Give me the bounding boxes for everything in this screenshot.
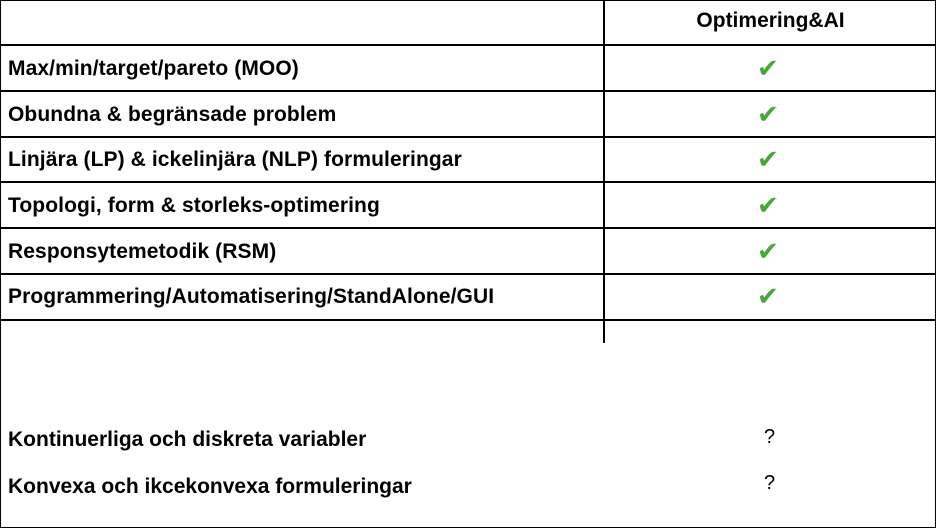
table-divider <box>0 273 936 275</box>
checkmark-icon: ✔ <box>757 144 779 174</box>
table-row-label: Linjära (LP) & ickelinjära (NLP) formuleringar <box>8 148 462 171</box>
checkmark-icon: ✔ <box>757 236 779 266</box>
checkmark-icon: ✔ <box>757 53 779 83</box>
table-row-label: Topologi, form & storleks-optimering <box>8 194 380 217</box>
table-row-label: Max/min/target/pareto (MOO) <box>8 57 299 80</box>
question-mark: ? <box>764 426 776 448</box>
table-divider <box>0 319 936 321</box>
table-row-label: Responsytemetodik (RSM) <box>8 240 277 263</box>
table-divider <box>0 90 936 92</box>
table-divider <box>0 227 936 229</box>
checkmark-icon: ✔ <box>757 281 779 311</box>
table-divider <box>0 136 936 138</box>
table-row-label: Programmering/Automatisering/StandAlone/GUI <box>8 285 495 308</box>
extra-row-label: Kontinuerliga och diskreta variabler <box>8 428 367 451</box>
extra-row-label: Konvexa och ikcekonvexa formuleringar <box>8 475 412 498</box>
table-divider <box>0 44 936 46</box>
column-header: Optimering&AI <box>696 9 845 32</box>
checkmark-icon: ✔ <box>757 99 779 129</box>
question-mark: ? <box>764 472 776 494</box>
checkmark-icon: ✔ <box>757 190 779 220</box>
column-divider <box>603 0 605 343</box>
table-divider <box>0 181 936 183</box>
table-row-label: Obundna & begränsade problem <box>8 103 337 126</box>
